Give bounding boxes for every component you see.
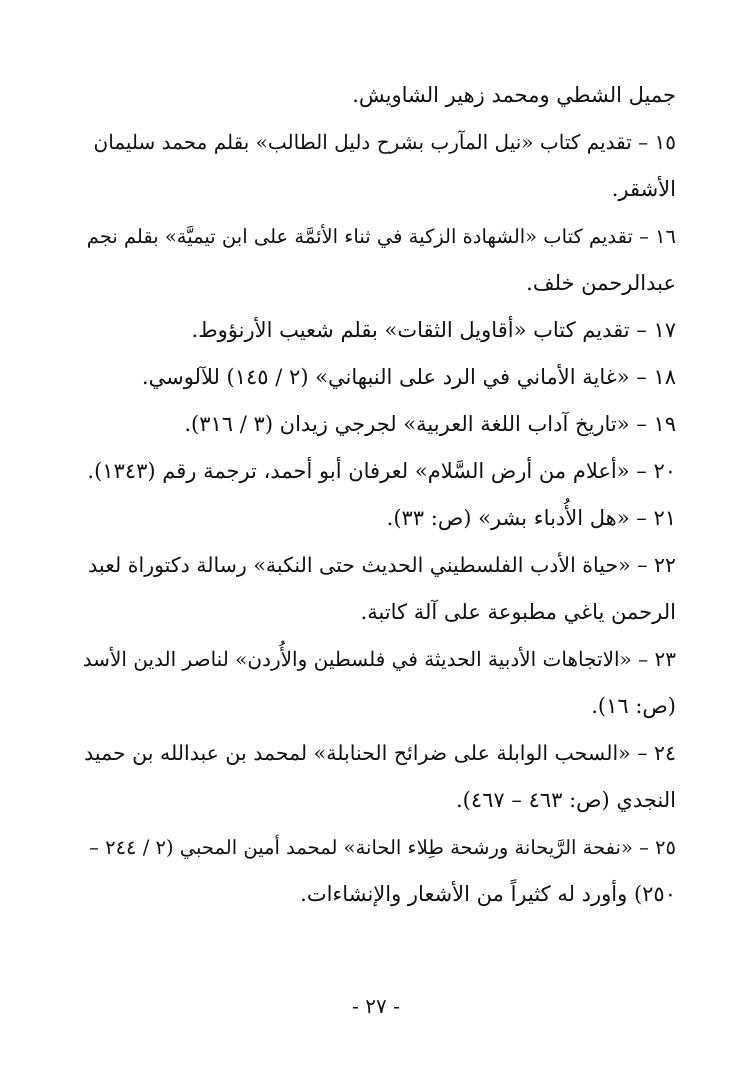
list-item-19: ١٩ – «تاريخ آداب اللغة العربية» لجرجي زيدان (٣ / ٣١٦). [184,412,676,436]
list-item-20: ٢٠ – «أعلام من أرض السَّلام» لعرفان أبو أحمد، ترجمة رقم (١٣٤٣). [87,459,676,483]
text-line: الرحمن ياغي مطبوعة على آلة كاتبة. [360,600,676,624]
body-text [82,72,676,918]
text-line: الأشقر. [611,177,676,201]
list-item-22: ٢٢ – «حياة الأدب الفلسطيني الحديث حتى النكبة» رسالة دكتوراة لعبد [88,553,676,577]
page-number: - ٢٧ - [352,994,400,1018]
text-line: ٢٥٠) وأورد له كثيراً من الأشعار والإنشاءات. [300,882,676,906]
list-item-23: ٢٣ – «الاتجاهات الأدبية الحديثة في فلسطين والأُردن» لناصر الدين الأسد [82,647,676,671]
text-line: جميل الشطي ومحمد زهير الشاويش. [352,83,676,107]
list-item-25: ٢٥ – «نفحة الرَّيحانة ورشحة طِلاء الحانة» لمحمد أمين المحبي (٢ / ٢٤٤ – [89,836,676,859]
list-item-21: ٢١ – «هل الأُدباء بشر» (ص: ٣٣). [386,506,676,530]
list-item-15: ١٥ – تقديم كتاب «نيل المآرب بشرح دليل الطالب» بقلم محمد سليمان [93,130,676,154]
text-line: النجدي (ص: ٤٦٣ – ٤٦٧). [455,788,676,812]
list-item-24: ٢٤ – «السحب الوابلة على ضرائح الحنابلة» لمحمد بن عبدالله بن حميد [84,741,676,765]
list-item-17: ١٧ – تقديم كتاب «أقاويل الثقات» بقلم شعيب الأرنؤوط. [191,318,676,342]
text-line: (ص: ١٦). [591,694,676,718]
list-item-16: ١٦ – تقديم كتاب «الشهادة الزكية في ثناء الأئمَّة على ابن تيميَّة» بقلم نجم [86,225,676,248]
list-item-18: ١٨ – «غاية الأماني في الرد على النبهاني» (٢ / ١٤٥) للآلوسي. [141,365,676,389]
text-line: عبدالرحمن خلف. [526,271,676,295]
